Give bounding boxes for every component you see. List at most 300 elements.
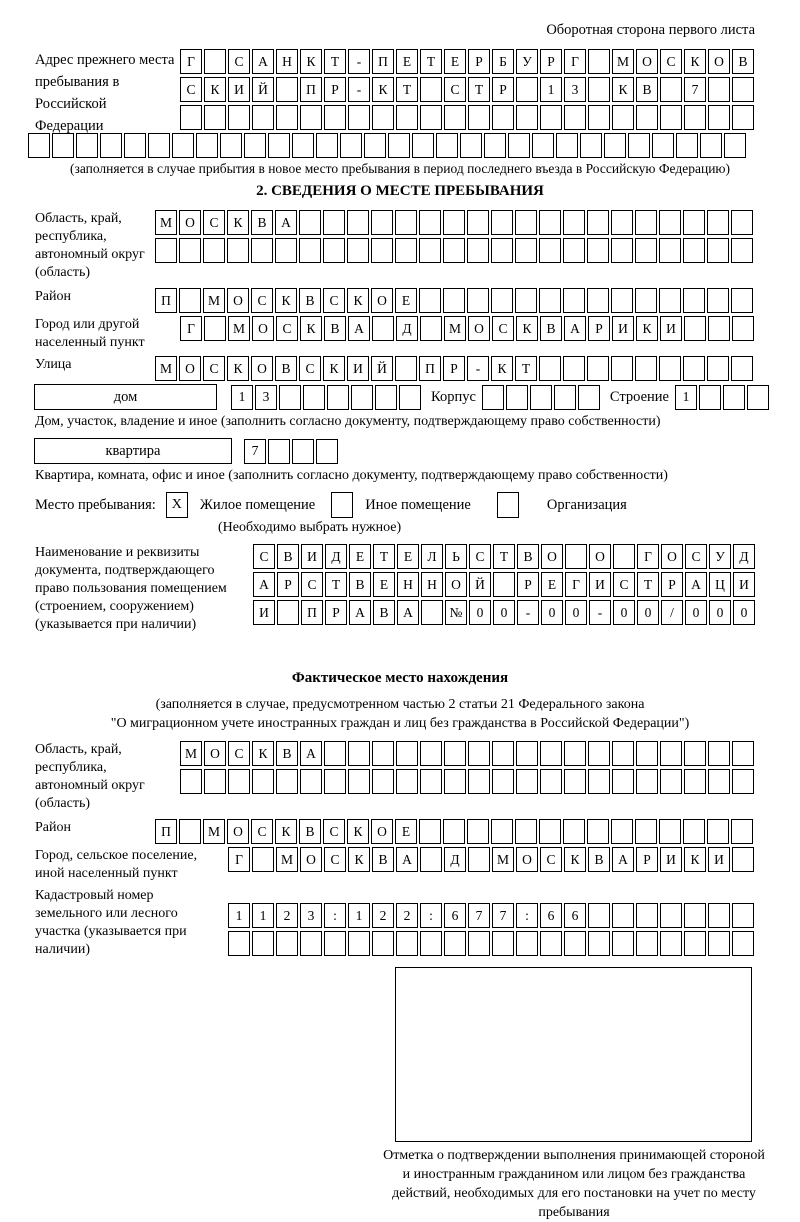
char-box[interactable] xyxy=(747,385,769,410)
char-box[interactable]: А xyxy=(300,741,322,766)
char-box[interactable] xyxy=(399,385,421,410)
char-box[interactable]: Е xyxy=(349,544,371,569)
char-box[interactable] xyxy=(540,769,562,794)
char-box[interactable] xyxy=(530,385,552,410)
char-box[interactable]: С xyxy=(228,741,250,766)
char-box[interactable] xyxy=(683,238,705,263)
char-box[interactable]: И xyxy=(589,572,611,597)
char-box[interactable] xyxy=(564,931,586,956)
char-box[interactable] xyxy=(492,769,514,794)
char-box[interactable]: И xyxy=(253,600,275,625)
char-box[interactable]: О xyxy=(541,544,563,569)
char-box[interactable] xyxy=(707,356,729,381)
char-box[interactable]: Р xyxy=(636,847,658,872)
char-box[interactable]: П xyxy=(300,77,322,102)
char-box[interactable] xyxy=(540,931,562,956)
char-box[interactable] xyxy=(539,210,561,235)
char-box[interactable]: К xyxy=(252,741,274,766)
char-box[interactable]: В xyxy=(299,288,321,313)
char-box[interactable] xyxy=(179,819,201,844)
char-box[interactable]: Е xyxy=(373,572,395,597)
char-box[interactable]: И xyxy=(708,847,730,872)
char-box[interactable] xyxy=(444,769,466,794)
char-box[interactable] xyxy=(228,931,250,956)
char-box[interactable]: Р xyxy=(325,600,347,625)
char-box[interactable] xyxy=(684,741,706,766)
char-box[interactable] xyxy=(564,741,586,766)
char-box[interactable]: С xyxy=(203,356,225,381)
char-box[interactable] xyxy=(292,133,314,158)
char-box[interactable] xyxy=(196,133,218,158)
char-box[interactable]: С xyxy=(299,356,321,381)
char-box[interactable] xyxy=(316,439,338,464)
char-box[interactable] xyxy=(420,105,442,130)
char-box[interactable] xyxy=(588,903,610,928)
char-box[interactable]: М xyxy=(203,819,225,844)
char-box[interactable]: К xyxy=(275,288,297,313)
char-box[interactable]: 6 xyxy=(540,903,562,928)
char-box[interactable] xyxy=(340,133,362,158)
char-box[interactable] xyxy=(324,741,346,766)
char-box[interactable]: К xyxy=(491,356,513,381)
char-box[interactable]: А xyxy=(564,316,586,341)
char-box[interactable]: - xyxy=(517,600,539,625)
char-box[interactable] xyxy=(396,931,418,956)
char-box[interactable]: Т xyxy=(373,544,395,569)
char-box[interactable] xyxy=(588,931,610,956)
char-box[interactable] xyxy=(564,769,586,794)
char-box[interactable] xyxy=(420,316,442,341)
char-box[interactable]: В xyxy=(636,77,658,102)
char-box[interactable] xyxy=(220,133,242,158)
char-box[interactable]: С xyxy=(685,544,707,569)
char-box[interactable] xyxy=(420,931,442,956)
char-box[interactable] xyxy=(613,544,635,569)
char-box[interactable]: 0 xyxy=(493,600,515,625)
char-box[interactable] xyxy=(323,238,345,263)
char-box[interactable]: Т xyxy=(515,356,537,381)
char-box[interactable] xyxy=(244,133,266,158)
char-box[interactable]: М xyxy=(228,316,250,341)
char-box[interactable]: А xyxy=(349,600,371,625)
char-box[interactable] xyxy=(467,238,489,263)
char-box[interactable]: С xyxy=(228,49,250,74)
char-box[interactable] xyxy=(684,903,706,928)
char-box[interactable]: М xyxy=(203,288,225,313)
char-box[interactable]: 0 xyxy=(541,600,563,625)
char-box[interactable]: С xyxy=(613,572,635,597)
char-box[interactable] xyxy=(659,288,681,313)
char-box[interactable] xyxy=(540,741,562,766)
char-box[interactable] xyxy=(732,741,754,766)
char-box[interactable]: В xyxy=(251,210,273,235)
char-box[interactable] xyxy=(395,356,417,381)
char-box[interactable]: Е xyxy=(395,288,417,313)
char-box[interactable]: М xyxy=(276,847,298,872)
char-box[interactable]: В xyxy=(275,356,297,381)
char-box[interactable] xyxy=(660,77,682,102)
char-box[interactable]: И xyxy=(347,356,369,381)
char-box[interactable]: К xyxy=(348,847,370,872)
char-box[interactable] xyxy=(515,210,537,235)
char-box[interactable]: Т xyxy=(420,49,442,74)
char-box[interactable] xyxy=(516,769,538,794)
char-box[interactable] xyxy=(491,288,513,313)
char-box[interactable] xyxy=(371,238,393,263)
char-box[interactable] xyxy=(252,847,274,872)
char-box[interactable]: 0 xyxy=(733,600,755,625)
char-box[interactable] xyxy=(683,288,705,313)
char-box[interactable] xyxy=(708,105,730,130)
char-box[interactable] xyxy=(635,819,657,844)
char-box[interactable] xyxy=(732,77,754,102)
confirmation-stamp-box[interactable] xyxy=(395,967,752,1142)
char-box[interactable]: В xyxy=(349,572,371,597)
char-box[interactable]: О xyxy=(179,210,201,235)
char-box[interactable]: О xyxy=(589,544,611,569)
char-box[interactable]: А xyxy=(348,316,370,341)
char-box[interactable] xyxy=(179,238,201,263)
char-box[interactable] xyxy=(372,741,394,766)
char-box[interactable] xyxy=(180,769,202,794)
char-box[interactable] xyxy=(371,210,393,235)
char-box[interactable] xyxy=(563,210,585,235)
char-box[interactable]: С xyxy=(323,819,345,844)
checkbox-organization[interactable] xyxy=(497,492,519,518)
char-box[interactable]: Е xyxy=(444,49,466,74)
char-box[interactable]: К xyxy=(300,316,322,341)
char-box[interactable] xyxy=(563,288,585,313)
char-box[interactable]: К xyxy=(347,288,369,313)
char-box[interactable] xyxy=(468,741,490,766)
char-box[interactable]: К xyxy=(204,77,226,102)
char-box[interactable]: Н xyxy=(276,49,298,74)
char-box[interactable] xyxy=(564,105,586,130)
char-box[interactable]: 1 xyxy=(348,903,370,928)
char-box[interactable] xyxy=(491,819,513,844)
char-box[interactable] xyxy=(515,288,537,313)
char-box[interactable] xyxy=(348,769,370,794)
char-box[interactable] xyxy=(251,238,273,263)
char-box[interactable] xyxy=(515,819,537,844)
char-box[interactable] xyxy=(375,385,397,410)
char-box[interactable] xyxy=(516,105,538,130)
char-box[interactable] xyxy=(700,133,722,158)
char-box[interactable]: Р xyxy=(661,572,683,597)
char-box[interactable] xyxy=(636,741,658,766)
char-box[interactable]: У xyxy=(709,544,731,569)
char-box[interactable] xyxy=(348,105,370,130)
char-box[interactable]: К xyxy=(227,356,249,381)
char-box[interactable]: Й xyxy=(469,572,491,597)
char-box[interactable]: 2 xyxy=(372,903,394,928)
char-box[interactable] xyxy=(468,105,490,130)
char-box[interactable] xyxy=(443,288,465,313)
char-box[interactable]: 2 xyxy=(276,903,298,928)
char-box[interactable]: Р xyxy=(324,77,346,102)
char-box[interactable] xyxy=(482,385,504,410)
char-box[interactable] xyxy=(724,133,746,158)
char-box[interactable] xyxy=(252,105,274,130)
char-box[interactable]: В xyxy=(732,49,754,74)
char-box[interactable]: П xyxy=(155,288,177,313)
char-box[interactable] xyxy=(444,741,466,766)
char-box[interactable] xyxy=(611,819,633,844)
char-box[interactable] xyxy=(420,741,442,766)
char-box[interactable]: - xyxy=(348,77,370,102)
char-box[interactable] xyxy=(563,356,585,381)
char-box[interactable]: С xyxy=(492,316,514,341)
char-box[interactable] xyxy=(372,769,394,794)
char-box[interactable] xyxy=(372,316,394,341)
char-box[interactable] xyxy=(708,77,730,102)
char-box[interactable] xyxy=(419,288,441,313)
char-box[interactable]: 0 xyxy=(613,600,635,625)
char-box[interactable] xyxy=(731,356,753,381)
char-box[interactable] xyxy=(707,288,729,313)
char-box[interactable] xyxy=(731,210,753,235)
char-box[interactable] xyxy=(419,819,441,844)
char-box[interactable]: О xyxy=(468,316,490,341)
char-box[interactable] xyxy=(659,238,681,263)
char-box[interactable] xyxy=(300,105,322,130)
char-box[interactable] xyxy=(636,769,658,794)
char-box[interactable] xyxy=(276,77,298,102)
char-box[interactable]: Д xyxy=(733,544,755,569)
char-box[interactable]: С xyxy=(469,544,491,569)
char-box[interactable]: Г xyxy=(564,49,586,74)
char-box[interactable] xyxy=(684,931,706,956)
char-box[interactable] xyxy=(492,105,514,130)
char-box[interactable] xyxy=(292,439,314,464)
char-box[interactable] xyxy=(587,210,609,235)
char-box[interactable] xyxy=(684,316,706,341)
char-box[interactable]: 3 xyxy=(300,903,322,928)
char-box[interactable]: А xyxy=(397,600,419,625)
char-box[interactable]: 7 xyxy=(244,439,266,464)
char-box[interactable] xyxy=(723,385,745,410)
char-box[interactable] xyxy=(351,385,373,410)
char-box[interactable] xyxy=(276,769,298,794)
checkbox-residential[interactable]: X xyxy=(166,492,188,518)
char-box[interactable]: : xyxy=(420,903,442,928)
char-box[interactable] xyxy=(467,288,489,313)
char-box[interactable]: В xyxy=(588,847,610,872)
char-box[interactable] xyxy=(587,288,609,313)
char-box[interactable]: И xyxy=(612,316,634,341)
char-box[interactable]: Г xyxy=(180,49,202,74)
char-box[interactable]: Г xyxy=(565,572,587,597)
char-box[interactable]: О xyxy=(636,49,658,74)
char-box[interactable]: К xyxy=(516,316,538,341)
char-box[interactable] xyxy=(612,105,634,130)
char-box[interactable] xyxy=(588,741,610,766)
char-box[interactable] xyxy=(565,544,587,569)
char-box[interactable]: П xyxy=(155,819,177,844)
char-box[interactable] xyxy=(708,769,730,794)
char-box[interactable]: В xyxy=(540,316,562,341)
char-box[interactable]: О xyxy=(661,544,683,569)
char-box[interactable]: Т xyxy=(493,544,515,569)
char-box[interactable]: : xyxy=(324,903,346,928)
char-box[interactable] xyxy=(420,769,442,794)
char-box[interactable]: О xyxy=(371,288,393,313)
char-box[interactable] xyxy=(421,600,443,625)
char-box[interactable]: Р xyxy=(492,77,514,102)
char-box[interactable] xyxy=(279,385,301,410)
char-box[interactable] xyxy=(491,238,513,263)
char-box[interactable] xyxy=(699,385,721,410)
char-box[interactable] xyxy=(636,903,658,928)
char-box[interactable]: С xyxy=(444,77,466,102)
char-box[interactable] xyxy=(516,77,538,102)
char-box[interactable]: 1 xyxy=(228,903,250,928)
char-box[interactable]: К xyxy=(684,847,706,872)
char-box[interactable] xyxy=(659,819,681,844)
char-box[interactable]: О xyxy=(227,819,249,844)
char-box[interactable]: Д xyxy=(396,316,418,341)
char-box[interactable]: Р xyxy=(588,316,610,341)
char-box[interactable]: Е xyxy=(395,819,417,844)
char-box[interactable] xyxy=(604,133,626,158)
char-box[interactable]: 2 xyxy=(396,903,418,928)
char-box[interactable]: К xyxy=(323,356,345,381)
char-box[interactable]: О xyxy=(227,288,249,313)
char-box[interactable]: С xyxy=(251,288,273,313)
char-box[interactable] xyxy=(506,385,528,410)
char-box[interactable]: И xyxy=(660,847,682,872)
char-box[interactable]: Ь xyxy=(445,544,467,569)
char-box[interactable] xyxy=(180,105,202,130)
char-box[interactable]: Б xyxy=(492,49,514,74)
char-box[interactable] xyxy=(708,741,730,766)
char-box[interactable]: С xyxy=(323,288,345,313)
char-box[interactable]: О xyxy=(371,819,393,844)
char-box[interactable] xyxy=(539,356,561,381)
char-box[interactable] xyxy=(203,238,225,263)
char-box[interactable] xyxy=(324,105,346,130)
char-box[interactable] xyxy=(540,105,562,130)
char-box[interactable]: С xyxy=(180,77,202,102)
char-box[interactable] xyxy=(396,769,418,794)
char-box[interactable]: С xyxy=(324,847,346,872)
char-box[interactable] xyxy=(396,741,418,766)
char-box[interactable] xyxy=(611,238,633,263)
char-box[interactable]: Н xyxy=(421,572,443,597)
char-box[interactable]: 3 xyxy=(564,77,586,102)
char-box[interactable] xyxy=(587,356,609,381)
char-box[interactable]: Т xyxy=(637,572,659,597)
char-box[interactable]: О xyxy=(300,847,322,872)
char-box[interactable]: К xyxy=(227,210,249,235)
char-box[interactable]: 0 xyxy=(469,600,491,625)
char-box[interactable] xyxy=(635,288,657,313)
char-box[interactable] xyxy=(732,903,754,928)
char-box[interactable]: К xyxy=(372,77,394,102)
char-box[interactable] xyxy=(554,385,576,410)
char-box[interactable] xyxy=(444,105,466,130)
checkbox-other-premises[interactable] xyxy=(331,492,353,518)
char-box[interactable] xyxy=(412,133,434,158)
char-box[interactable] xyxy=(395,238,417,263)
char-box[interactable] xyxy=(660,931,682,956)
char-box[interactable]: О xyxy=(516,847,538,872)
char-box[interactable] xyxy=(468,769,490,794)
char-box[interactable] xyxy=(419,238,441,263)
char-box[interactable] xyxy=(707,819,729,844)
char-box[interactable]: 7 xyxy=(684,77,706,102)
char-box[interactable] xyxy=(268,133,290,158)
char-box[interactable] xyxy=(708,931,730,956)
char-box[interactable]: 0 xyxy=(709,600,731,625)
char-box[interactable]: М xyxy=(612,49,634,74)
char-box[interactable]: Р xyxy=(277,572,299,597)
char-box[interactable] xyxy=(372,105,394,130)
char-box[interactable] xyxy=(252,931,274,956)
char-box[interactable]: В xyxy=(517,544,539,569)
char-box[interactable]: И xyxy=(228,77,250,102)
char-box[interactable]: 7 xyxy=(468,903,490,928)
char-box[interactable]: Т xyxy=(468,77,490,102)
char-box[interactable] xyxy=(708,903,730,928)
char-box[interactable] xyxy=(588,49,610,74)
char-box[interactable]: 1 xyxy=(231,385,253,410)
char-box[interactable]: 0 xyxy=(637,600,659,625)
char-box[interactable]: Е xyxy=(541,572,563,597)
char-box[interactable]: В xyxy=(299,819,321,844)
char-box[interactable] xyxy=(612,931,634,956)
char-box[interactable] xyxy=(484,133,506,158)
char-box[interactable] xyxy=(683,210,705,235)
char-box[interactable]: О xyxy=(251,356,273,381)
char-box[interactable] xyxy=(612,769,634,794)
char-box[interactable]: О xyxy=(204,741,226,766)
char-box[interactable] xyxy=(708,316,730,341)
char-box[interactable]: К xyxy=(564,847,586,872)
char-box[interactable] xyxy=(588,105,610,130)
char-box[interactable] xyxy=(492,931,514,956)
char-box[interactable]: 0 xyxy=(685,600,707,625)
char-box[interactable]: О xyxy=(179,356,201,381)
char-box[interactable] xyxy=(612,903,634,928)
char-box[interactable] xyxy=(539,238,561,263)
char-box[interactable] xyxy=(683,356,705,381)
char-box[interactable] xyxy=(539,819,561,844)
char-box[interactable]: К xyxy=(636,316,658,341)
char-box[interactable]: Н xyxy=(397,572,419,597)
char-box[interactable]: В xyxy=(324,316,346,341)
char-box[interactable] xyxy=(276,105,298,130)
char-box[interactable] xyxy=(532,133,554,158)
char-box[interactable] xyxy=(227,238,249,263)
char-box[interactable] xyxy=(347,210,369,235)
char-box[interactable] xyxy=(276,931,298,956)
char-box[interactable]: С xyxy=(660,49,682,74)
char-box[interactable] xyxy=(252,769,274,794)
char-box[interactable] xyxy=(204,105,226,130)
char-box[interactable] xyxy=(732,316,754,341)
char-box[interactable] xyxy=(491,210,513,235)
char-box[interactable] xyxy=(516,931,538,956)
char-box[interactable]: К xyxy=(300,49,322,74)
char-box[interactable]: О xyxy=(252,316,274,341)
char-box[interactable]: С xyxy=(276,316,298,341)
char-box[interactable] xyxy=(659,210,681,235)
char-box[interactable]: В xyxy=(373,600,395,625)
char-box[interactable] xyxy=(436,133,458,158)
char-box[interactable]: М xyxy=(444,316,466,341)
char-box[interactable] xyxy=(636,931,658,956)
